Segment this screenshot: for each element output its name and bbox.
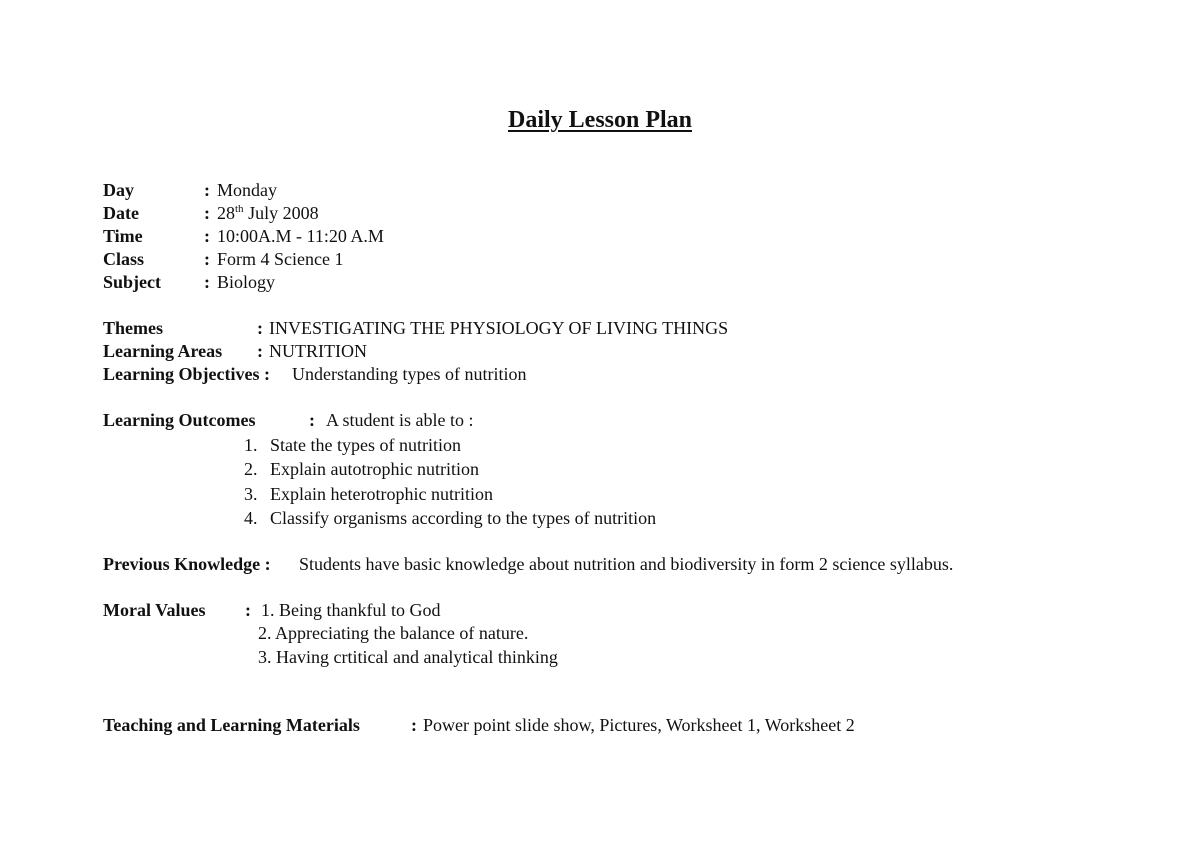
list-item: Explain heterotrophic nutrition bbox=[270, 484, 493, 504]
materials-value: Power point slide show, Pictures, Worksheet 1, Worksheet 2 bbox=[423, 715, 855, 735]
list-item: 3. Having crtitical and analytical thinking bbox=[258, 647, 558, 667]
list-item-number: 2. bbox=[244, 459, 258, 479]
learning-outcomes-separator: : bbox=[309, 410, 315, 430]
time-label: Time bbox=[103, 226, 143, 246]
list-item: 2. Appreciating the balance of nature. bbox=[258, 623, 529, 643]
previous-knowledge-value: Students have basic knowledge about nutrition and biodiversity in form 2 science syllabus. bbox=[299, 554, 954, 574]
themes-label: Themes bbox=[103, 318, 163, 338]
date-day: 28 bbox=[217, 203, 235, 223]
date-value bbox=[217, 202, 319, 225]
day-value: Monday bbox=[217, 180, 277, 200]
list-item-number: 4. bbox=[244, 508, 258, 528]
page-title: Daily Lesson Plan bbox=[507, 107, 693, 133]
learning-areas-value: NUTRITION bbox=[269, 341, 367, 361]
time-separator: : bbox=[204, 226, 210, 246]
themes-separator: : bbox=[257, 318, 263, 338]
learning-areas-label: Learning Areas bbox=[103, 341, 223, 361]
day-separator: : bbox=[204, 180, 210, 200]
learning-areas-separator: : bbox=[257, 341, 263, 361]
list-item: State the types of nutrition bbox=[270, 435, 461, 455]
list-item: 1. Being thankful to God bbox=[261, 600, 441, 620]
learning-objectives-label: Learning Objectives : bbox=[103, 364, 270, 384]
list-item: Classify organisms according to the types of nutrition bbox=[270, 508, 657, 528]
list-item: Explain autotrophic nutrition bbox=[270, 459, 479, 479]
day-label: Day bbox=[103, 180, 134, 200]
date-separator: : bbox=[204, 203, 210, 223]
themes-value: INVESTIGATING THE PHYSIOLOGY OF LIVING THINGS bbox=[269, 318, 729, 338]
learning-objectives-value: Understanding types of nutrition bbox=[292, 364, 527, 384]
class-value: Form 4 Science 1 bbox=[217, 249, 344, 269]
materials-separator: : bbox=[411, 715, 417, 735]
list-item-number: 3. bbox=[244, 484, 258, 504]
list-item-number: 1. bbox=[244, 435, 258, 455]
learning-outcomes-intro: A student is able to : bbox=[326, 410, 474, 430]
subject-label: Subject bbox=[103, 272, 161, 292]
date-ordinal: th bbox=[235, 203, 244, 215]
class-label: Class bbox=[103, 249, 145, 269]
subject-value: Biology bbox=[217, 272, 276, 292]
time-value: 10:00A.M - 11:20 A.M bbox=[217, 226, 384, 246]
learning-outcomes-label: Learning Outcomes bbox=[103, 410, 256, 430]
moral-values-label: Moral Values bbox=[103, 600, 206, 620]
subject-separator: : bbox=[204, 272, 210, 292]
moral-values-separator: : bbox=[245, 600, 251, 620]
materials-label: Teaching and Learning Materials bbox=[103, 715, 360, 735]
date-label: Date bbox=[103, 203, 139, 223]
date-rest: July 2008 bbox=[243, 203, 319, 223]
class-separator: : bbox=[204, 249, 210, 269]
previous-knowledge-label: Previous Knowledge : bbox=[103, 554, 271, 574]
